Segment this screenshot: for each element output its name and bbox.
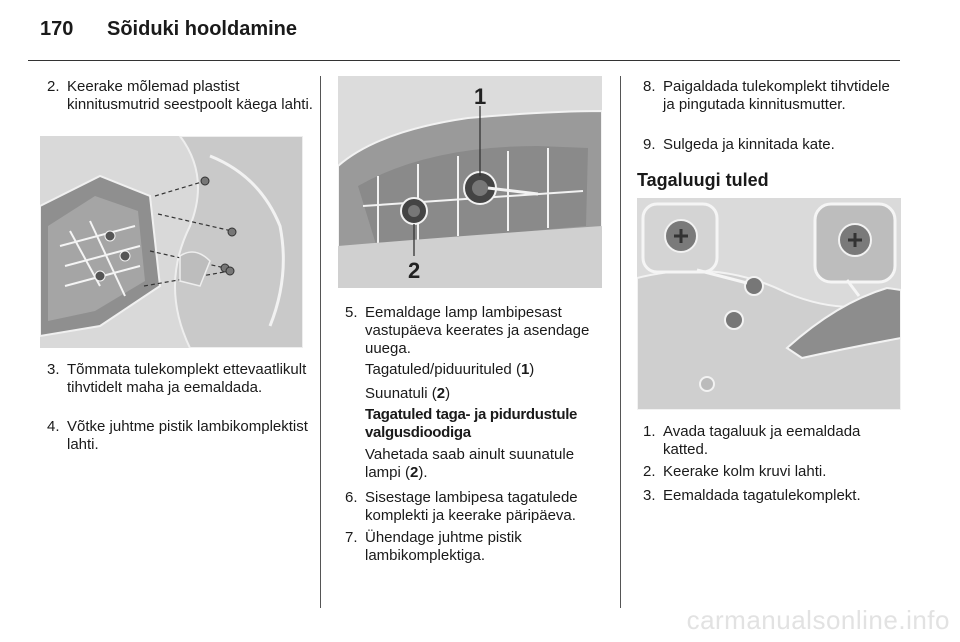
step-number: 7. bbox=[345, 529, 358, 546]
turn-signal-line bbox=[365, 385, 610, 403]
led-text: Vahetada saab ainult suunatule lampi ( bbox=[365, 446, 575, 481]
step-text: Eemaldada tagatulekomplekt. bbox=[663, 487, 861, 504]
step-number: 3. bbox=[47, 361, 60, 378]
figure-tailgate-screws bbox=[637, 198, 901, 410]
section-heading: Tagaluugi tuled bbox=[637, 170, 769, 190]
led-heading: Tagatuled taga- ja pidurdustule valgusdioodiga bbox=[365, 406, 578, 441]
step-number: 2. bbox=[47, 78, 60, 95]
step-number: 9. bbox=[643, 136, 656, 153]
column-divider-left bbox=[320, 76, 321, 608]
led-ref: 2 bbox=[410, 464, 419, 481]
step-number: 2. bbox=[643, 463, 656, 480]
step-text: Paigaldada tulekomplekt tihvtidele ja pingutada kinnitusmutter. bbox=[663, 78, 890, 113]
step-number: 8. bbox=[643, 78, 656, 95]
rear-light-close: ) bbox=[529, 361, 535, 378]
step-text: Tõmmata tulekomplekt ettevaatlikult tihvtidelt maha ja eemaldada. bbox=[67, 361, 307, 396]
led-paragraph bbox=[365, 446, 610, 482]
page-title: Sõiduki hooldamine bbox=[107, 18, 298, 40]
rear-light-text: Tagatuled/piduurituled ( bbox=[365, 361, 521, 378]
step-text: Eemaldage lamp lambipesast vastupäeva keerates ja asendage uuega. bbox=[365, 304, 590, 357]
figure-label-2: 2 bbox=[408, 258, 421, 283]
step-text: Keerake mõlemad plastist kinnitusmutrid seestpoolt käega lahti. bbox=[67, 78, 313, 113]
step-text: Võtke juhtme pistik lambikomplektist lahti. bbox=[67, 418, 308, 453]
column-divider-right bbox=[620, 76, 621, 608]
led-close: ). bbox=[418, 464, 428, 481]
step-text: Sisestage lambipesa tagatulede komplekti ja keerake päripäeva. bbox=[365, 489, 578, 524]
figure-label-1: 1 bbox=[474, 84, 487, 109]
watermark: carmanualsonline.info bbox=[686, 605, 950, 635]
page-header bbox=[0, 0, 960, 60]
step-number: 1. bbox=[643, 423, 656, 440]
figure-taillight-nuts bbox=[40, 136, 303, 348]
step-text: Avada tagaluuk ja eemaldada katted. bbox=[663, 423, 861, 458]
step-text: Sulgeda ja kinnitada kate. bbox=[663, 136, 835, 153]
turn-signal-close: ) bbox=[445, 385, 451, 402]
step-number: 5. bbox=[345, 304, 358, 321]
turn-signal-text: Suunatuli ( bbox=[365, 385, 437, 402]
step-text: Keerake kolm kruvi lahti. bbox=[663, 463, 827, 480]
step-number: 6. bbox=[345, 489, 358, 506]
step-text: Ühendage juhtme pistik lambikomplektiga. bbox=[365, 529, 522, 564]
header-divider bbox=[28, 60, 900, 61]
step-number: 3. bbox=[643, 487, 656, 504]
rear-light-line bbox=[365, 361, 610, 379]
page-number: 170 bbox=[40, 18, 74, 40]
figure-lamp-sockets bbox=[338, 76, 602, 288]
step-number: 4. bbox=[47, 418, 60, 435]
turn-signal-ref: 2 bbox=[436, 385, 446, 402]
rear-light-ref: 1 bbox=[520, 361, 530, 378]
